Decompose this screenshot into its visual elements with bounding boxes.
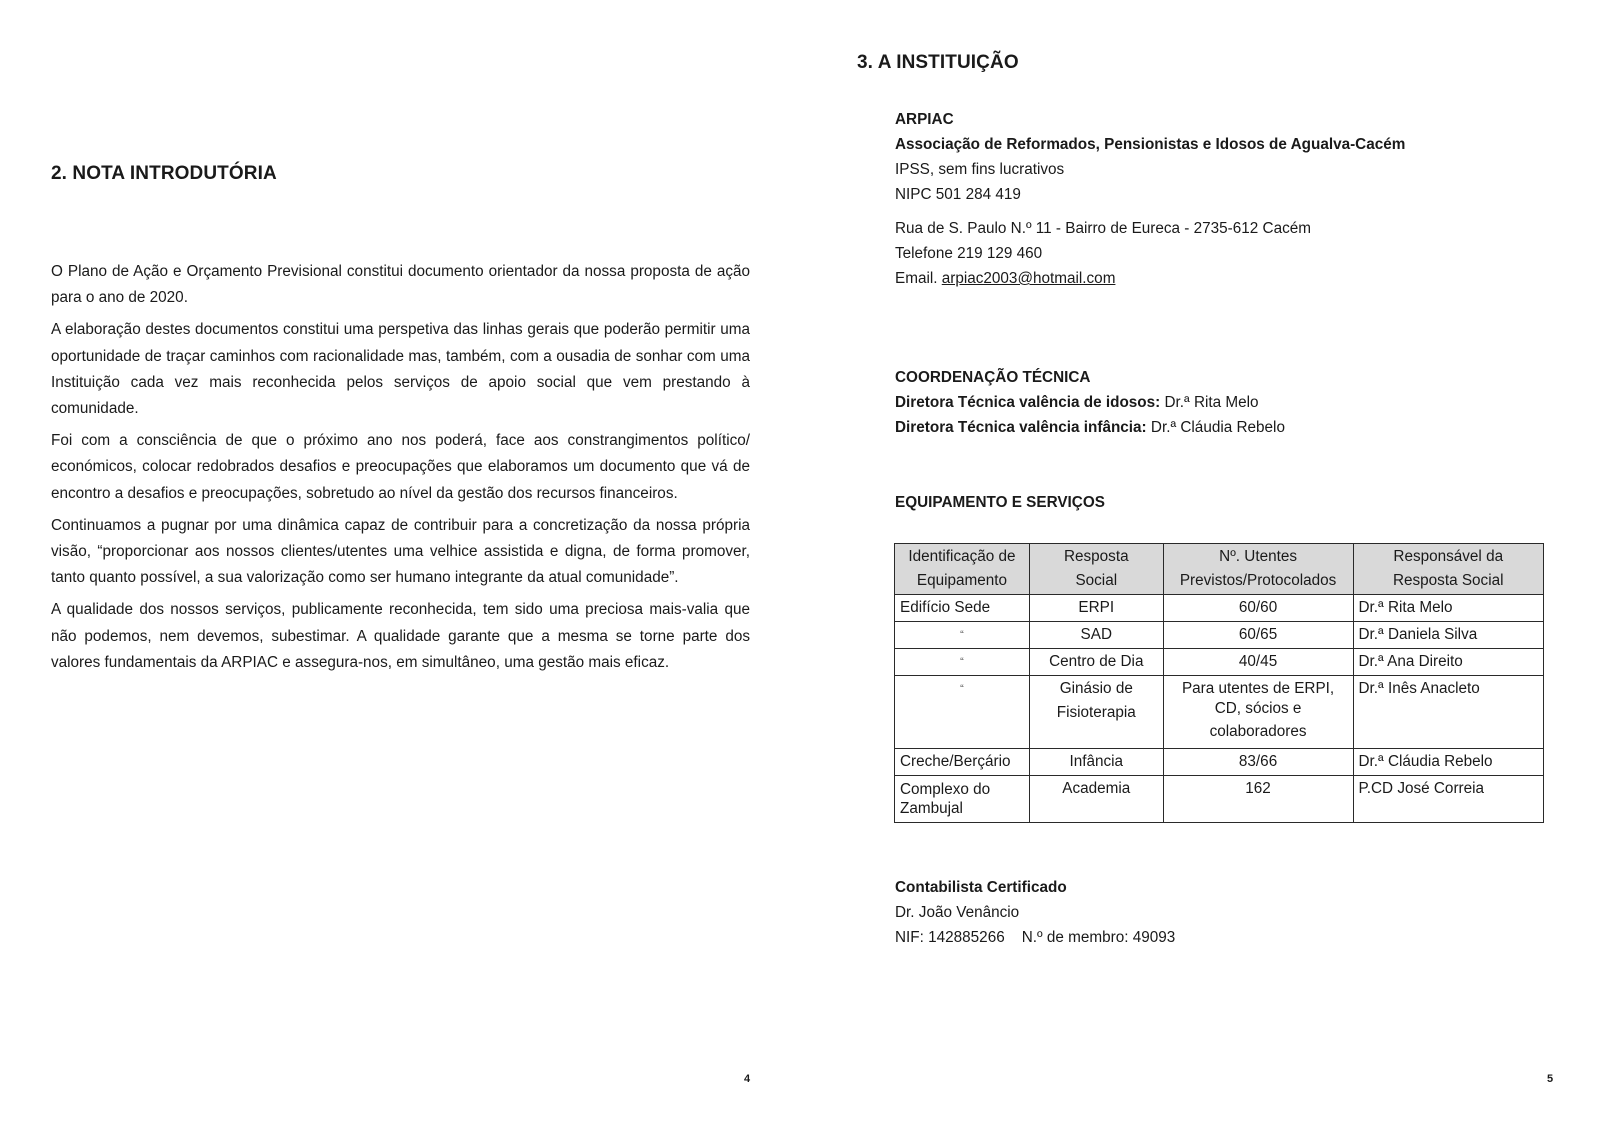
- coordination-title: COORDENAÇÃO TÉCNICA: [895, 369, 1091, 386]
- column-header: Nº. Utentes Previstos/Protocolados: [1163, 544, 1353, 595]
- table-row: [895, 776, 1544, 823]
- table-row: [895, 595, 1544, 622]
- coordination-childhood: [895, 415, 1285, 440]
- page-number: 4: [744, 1073, 751, 1085]
- equipment-title: EQUIPAMENTO E SERVIÇOS: [895, 494, 1105, 511]
- intro-text: [51, 259, 750, 682]
- equipment-cell: “: [895, 622, 1030, 649]
- response-cell: Academia: [1029, 776, 1163, 823]
- responsible-cell: Dr.ª Rita Melo: [1353, 595, 1544, 622]
- page-number: 5: [1547, 1073, 1554, 1085]
- equipment-cell: Edifício Sede: [895, 595, 1030, 622]
- column-header: Resposta Social: [1029, 544, 1163, 595]
- response-cell: Ginásio de Fisioterapia: [1029, 676, 1163, 749]
- users-cell: 83/66: [1163, 749, 1353, 776]
- users-cell: 60/60: [1163, 595, 1353, 622]
- response-cell: Centro de Dia: [1029, 649, 1163, 676]
- responsible-cell: Dr.ª Cláudia Rebelo: [1353, 749, 1544, 776]
- institution-acronym: ARPIAC: [895, 111, 954, 128]
- coordination-childhood-name: Dr.ª Cláudia Rebelo: [1150, 419, 1285, 436]
- institution-email-row: [895, 266, 1311, 291]
- institution-address: Rua de S. Paulo N.º 11 - Bairro de Eureca - 2735-612 Cacém: [895, 220, 1311, 237]
- equipment-cell: Creche/Berçário: [895, 749, 1030, 776]
- intro-paragraph: O Plano de Ação e Orçamento Previsional constitui documento orientador da nossa proposta de ação para o ano de 2020.: [51, 263, 750, 307]
- responsible-cell: Dr.ª Daniela Silva: [1353, 622, 1544, 649]
- equipment-table: [894, 543, 1544, 823]
- accountant-ids: [895, 925, 1175, 950]
- intro-paragraph: A elaboração destes documentos constitui uma perspetiva das linhas gerais que poderão permitir uma oportunidade de traçar caminhos com racionalidade mas, também, com a ousadia de sonhar com uma Instituição cada vez mais reconhecida pelos serviços de apoio social que vem prestando à comunidade.: [51, 321, 750, 418]
- table-row: [895, 649, 1544, 676]
- institution-full-name: Associação de Reformados, Pensionistas e Idosos de Agualva-Cacém: [895, 136, 1406, 153]
- column-header: Responsável da Resposta Social: [1353, 544, 1544, 595]
- users-cell: 162: [1163, 776, 1353, 823]
- accountant-nif: NIF: 142885266: [895, 929, 1005, 946]
- coordination-elderly: [895, 390, 1285, 415]
- institution-type: IPSS, sem fins lucrativos: [895, 161, 1065, 178]
- response-cell: Infância: [1029, 749, 1163, 776]
- technical-coordination: [895, 365, 1285, 440]
- responsible-cell: Dr.ª Inês Anacleto: [1353, 676, 1544, 749]
- right-page: [800, 0, 1600, 1131]
- email-link[interactable]: arpiac2003@hotmail.com: [941, 270, 1116, 287]
- institution-nipc: NIPC 501 284 419: [895, 186, 1021, 203]
- table-header-row: [895, 544, 1544, 595]
- coordination-elderly-name: Dr.ª Rita Melo: [1164, 394, 1259, 411]
- institution-contacts: [895, 216, 1311, 291]
- equipment-cell: “: [895, 676, 1030, 749]
- users-cell: Para utentes de ERPI, CD, sócios e colaboradores: [1163, 676, 1353, 749]
- accountant-info: [895, 875, 1175, 950]
- equipment-cell: “: [895, 649, 1030, 676]
- table-row: [895, 749, 1544, 776]
- intro-paragraph: A qualidade dos nossos serviços, publicamente reconhecida, tem sido uma preciosa mais-valia que não podemos, nem devemos, subestimar. A qualidade garante que a mesma se torne parte dos valores fundamentais da ARPIAC e assegura-nos, em simultâneo, uma gestão mais eficaz.: [51, 601, 750, 671]
- response-cell: SAD: [1029, 622, 1163, 649]
- users-cell: 60/65: [1163, 622, 1353, 649]
- accountant-member: N.º de membro: 49093: [1021, 929, 1176, 946]
- email-label: Email.: [895, 270, 938, 287]
- responsible-cell: Dr.ª Ana Direito: [1353, 649, 1544, 676]
- section-heading-institution: 3. A INSTITUIÇÃO: [857, 52, 1019, 73]
- equipment-cell: Complexo do Zambujal: [895, 776, 1030, 823]
- accountant-name: Dr. João Venâncio: [895, 904, 1020, 921]
- coordination-childhood-label: Diretora Técnica valência infância:: [895, 419, 1147, 436]
- section-heading-intro: 2. NOTA INTRODUTÓRIA: [51, 163, 277, 184]
- institution-phone: Telefone 219 129 460: [895, 245, 1043, 262]
- column-header: Identificação de Equipamento: [895, 544, 1030, 595]
- responsible-cell: P.CD José Correia: [1353, 776, 1544, 823]
- intro-paragraph: Continuamos a pugnar por uma dinâmica capaz de contribuir para a concretização da nossa própria visão, “proporcionar aos nossos clientes/utentes uma velhice assistida e digna, de forma promover, tanto quanto possível, a sua valorização como ser humano integrante da atual comunidade”.: [51, 516, 750, 587]
- institution-info: [895, 107, 1405, 207]
- users-cell: 40/45: [1163, 649, 1353, 676]
- response-cell: ERPI: [1029, 595, 1163, 622]
- coordination-elderly-label: Diretora Técnica valência de idosos:: [895, 394, 1161, 411]
- table-row: [895, 676, 1544, 749]
- intro-paragraph: Foi com a consciência de que o próximo ano nos poderá, face aos constrangimentos político/ económicos, colocar redobrados desafios e preocupações que elaboramos um documento que vá de encontro a desafios e preocupações, sobretudo ao nível da gestão dos recursos financeiros.: [51, 432, 750, 502]
- accountant-title: Contabilista Certificado: [895, 879, 1067, 896]
- table-row: [895, 622, 1544, 649]
